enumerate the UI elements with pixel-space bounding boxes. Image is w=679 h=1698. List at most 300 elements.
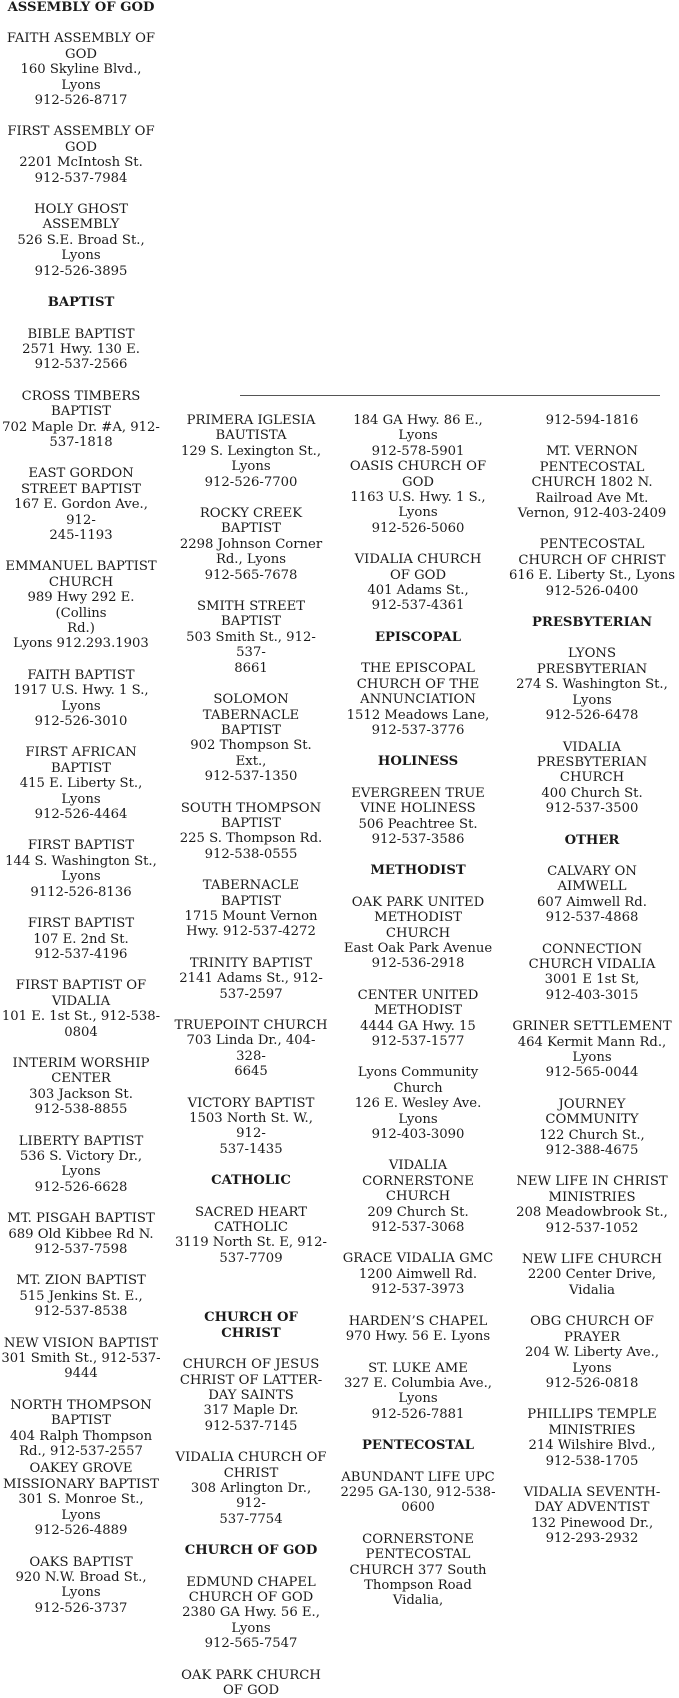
church-entry-line: 167 E. Gordon Ave., 912- <box>14 497 148 528</box>
church-entry-line: 122 Church St., <box>539 1127 645 1143</box>
church-entry-line: 912-526-3737 <box>34 1600 128 1616</box>
church-entry <box>0 1056 162 1118</box>
church-entry-line: CHURCH <box>385 1189 451 1205</box>
church-entry-line: 208 Meadowbrook St., <box>516 1205 668 1221</box>
church-entry-line-first: FIRST AFRICAN <box>25 745 137 761</box>
church-entry-line: 912-537-2566 <box>34 357 128 373</box>
church-entry-line: Rd.) <box>67 621 95 636</box>
church-entry-line: 303 Jackson St. <box>29 1086 133 1102</box>
church-entry-line-first: ABUNDANT LIFE UPC <box>341 1469 495 1485</box>
church-entry-line: 970 Hwy. 56 E. Lyons <box>345 1329 491 1345</box>
church-entry-line: Church <box>393 1080 443 1096</box>
church-entry-line: METHODIST <box>374 1003 462 1019</box>
church-entry-line: 1715 Mount Vernon <box>184 908 318 924</box>
church-entry <box>338 988 498 1050</box>
church-entry-line: 225 S. Thompson Rd. <box>179 831 323 847</box>
church-entry <box>508 864 676 926</box>
section-heading: EPISCOPAL <box>374 629 462 645</box>
church-entry-line: OF GOD <box>222 1683 280 1698</box>
church-entry-line: 506 Peachtree St. <box>358 816 478 832</box>
church-entry <box>508 413 676 428</box>
church-entry-line: Lyons <box>398 428 438 444</box>
church-entry-line: 920 N.W. Broad St., <box>15 1569 147 1585</box>
church-entry-line: CHURCH 1802 N. <box>531 475 653 491</box>
church-entry-line: GOD <box>65 46 97 62</box>
church-entry <box>0 1273 162 1319</box>
church-entry-line: 616 E. Liberty St., Lyons <box>509 568 675 584</box>
church-entry-line: 317 Maple Dr. <box>203 1403 299 1419</box>
church-entry-line: CHURCH VIDALIA <box>528 956 656 972</box>
directory-column-4 <box>508 413 676 1547</box>
church-entry-line: East Oak Park Avenue <box>343 940 493 956</box>
church-entry-line: CHURCH OF CHRIST <box>518 552 666 568</box>
church-entry <box>174 1018 328 1080</box>
church-entry-line: 2295 GA-130, 912-538- <box>340 1484 496 1500</box>
section-heading: CHURCH OF GOD <box>184 1543 318 1559</box>
church-entry-line-first: LYONS <box>567 646 616 662</box>
church-entry-line: 301 S. Monroe St., Lyons <box>18 1492 144 1523</box>
church-entry-line: 912-538-0555 <box>204 846 298 862</box>
church-entry <box>0 1211 162 1257</box>
church-entry-line: 912-537-4196 <box>34 946 128 962</box>
church-entry-line: 912-526-6628 <box>34 1179 128 1195</box>
church-entry-line: CENTER <box>51 1071 111 1087</box>
church-entry <box>338 1065 498 1142</box>
church-entry-line-first: GRINER SETTLEMENT <box>512 1019 672 1035</box>
church-entry-line-first: OAKS BAPTIST <box>29 1554 133 1570</box>
church-entry-line: 274 S. Washington St., <box>516 677 668 693</box>
church-entry <box>508 740 676 817</box>
church-entry-line: PRESBYTERIAN <box>536 661 648 677</box>
church-entry-line: 2571 Hwy. 130 E. <box>22 341 140 357</box>
church-entry <box>174 1668 328 1698</box>
church-entry-line: 989 Hwy 292 E. (Collins <box>27 590 135 621</box>
church-entry <box>174 1357 328 1434</box>
section-heading: METHODIST <box>370 863 466 879</box>
church-entry-line: 912-537-1350 <box>204 769 298 785</box>
church-entry <box>174 413 328 490</box>
church-entry-line: BAPTIST <box>221 893 281 909</box>
church-entry-line: 912-578-5901 <box>371 443 465 459</box>
church-entry-line: GOD <box>65 139 97 155</box>
church-entry-line-first: EMMANUEL BAPTIST <box>5 559 157 575</box>
church-entry-line: Lyons <box>572 1050 612 1065</box>
church-entry-line-first: EAST GORDON <box>28 466 134 482</box>
church-entry <box>0 1461 162 1538</box>
church-entry-line-first: Lyons Community <box>357 1065 479 1081</box>
church-entry-line: VIDALIA <box>51 993 111 1009</box>
church-entry-line: CATHOLIC <box>213 1220 289 1236</box>
church-entry-line-first: MT. PISGAH BAPTIST <box>7 1211 155 1227</box>
church-entry-line: 537-2597 <box>219 986 283 1002</box>
church-entry-line: 1163 U.S. Hwy. 1 S., <box>350 490 486 506</box>
church-entry-line: 2141 Adams St., 912- <box>179 971 323 987</box>
church-entry-line-first: VIDALIA <box>562 739 622 755</box>
church-entry <box>0 327 162 373</box>
section-heading: PRESBYTERIAN <box>531 615 653 631</box>
church-entry-line: 912-538-1705 <box>545 1453 639 1469</box>
church-entry-line-first: OAK PARK UNITED <box>351 894 485 910</box>
church-entry-line-first: INTERIM WORSHIP <box>12 1055 150 1071</box>
church-entry-line: 912-536-2918 <box>371 956 465 972</box>
church-entry-line: Rd., Lyons <box>215 552 287 568</box>
church-entry-line: 912-565-0044 <box>545 1065 639 1081</box>
church-entry-line: 912-526-3010 <box>34 714 128 730</box>
church-entry-line-first: NEW LIFE IN CHRIST <box>516 1174 668 1190</box>
church-entry-line: 912-537-7984 <box>34 170 128 186</box>
church-entry-line-first: EDMUND CHAPEL <box>186 1574 316 1590</box>
section-heading: CHURCH OF CHRIST <box>204 1310 298 1341</box>
church-entry-line: 2380 GA Hwy. 56 E., <box>182 1605 320 1621</box>
church-entry-line-first: LIBERTY BAPTIST <box>18 1133 144 1149</box>
church-entry-line-first: OAKEY GROVE <box>29 1461 133 1477</box>
church-entry-line: 526 S.E. Broad St., Lyons <box>17 232 145 264</box>
church-entry-line: 401 Adams St., <box>367 583 469 599</box>
church-entry-line: Lyons <box>398 1391 438 1407</box>
church-entry-line-first: SOLOMON <box>213 692 289 708</box>
church-entry-line: 912-537-8538 <box>34 1304 128 1320</box>
church-entry-line-first: CONNECTION <box>541 941 643 957</box>
church-entry-line: 308 Arlington Dr., 912- <box>190 1480 312 1512</box>
church-entry-line-first: HARDEN’S CHAPEL <box>348 1313 488 1329</box>
church-entry <box>174 506 328 583</box>
church-entry-line-first: CHURCH OF JESUS <box>182 1357 320 1373</box>
church-entry-line: 0600 <box>401 1500 435 1516</box>
church-entry-line: Vidalia <box>568 1282 616 1298</box>
church-entry-line: DAY ADVENTIST <box>534 1500 650 1516</box>
church-entry-line: Rd., 912-537-2557 <box>19 1444 143 1460</box>
church-entry-line: 107 E. 2nd St. <box>33 931 129 947</box>
church-entry <box>508 444 676 521</box>
church-entry <box>0 1398 162 1460</box>
church-entry <box>338 1158 498 1235</box>
church-entry <box>174 599 328 676</box>
church-entry-line: TABERNACLE <box>202 707 300 723</box>
church-entry <box>338 661 498 738</box>
church-entry-line: CHURCH 377 South <box>349 1562 487 1578</box>
church-entry-line: BAPTIST <box>51 1413 111 1429</box>
church-entry-line: 689 Old Kibbee Rd N. <box>8 1226 154 1242</box>
church-entry-line-first: OAK PARK CHURCH <box>181 1667 321 1683</box>
church-entry-line-first: TABERNACLE <box>202 878 300 894</box>
church-entry <box>508 537 676 599</box>
church-entry-line: CHURCH OF GOD <box>188 1589 314 1605</box>
church-entry-line: 537-1818 <box>49 434 113 450</box>
church-entry-line: 3119 North St. E, 912- <box>175 1235 327 1251</box>
church-entry <box>0 668 162 730</box>
church-entry <box>508 1097 676 1159</box>
church-entry-line: DAY SAINTS <box>208 1387 294 1403</box>
church-entry <box>0 978 162 1040</box>
church-entry-line: BAUTISTA <box>215 428 287 444</box>
church-entry-line-first: VIDALIA <box>388 1158 448 1174</box>
church-entry-line: OF GOD <box>389 567 447 583</box>
church-entry-line: 912-526-4464 <box>34 807 128 823</box>
church-entry-line-first: FIRST ASSEMBLY OF <box>7 124 155 140</box>
church-entry-line: 912-293-2932 <box>545 1531 639 1547</box>
church-entry-line: CHURCH <box>559 770 625 786</box>
directory-column-2 <box>174 413 328 1698</box>
church-entry-line: 400 Church St. <box>541 785 643 801</box>
church-entry-line: 6645 <box>234 1064 268 1080</box>
church-entry-line: 537-7754 <box>219 1511 283 1527</box>
church-entry-line-first: NEW VISION BAPTIST <box>3 1335 159 1351</box>
church-entry-line: 126 E. Wesley Ave. <box>354 1096 482 1112</box>
church-entry <box>174 878 328 940</box>
church-entry-line: 912-403-3090 <box>371 1127 465 1143</box>
church-entry-line: CHURCH <box>48 574 114 590</box>
church-entry <box>174 692 328 784</box>
church-entry-line: PENTECOSTAL <box>539 459 645 475</box>
church-entry-line: Lyons 912.293.1903 <box>13 636 149 652</box>
church-entry-line: COMMUNITY <box>545 1112 639 1128</box>
church-entry <box>0 124 162 186</box>
church-entry <box>338 1470 498 1516</box>
directory-column-1 <box>0 0 162 1616</box>
church-entry <box>508 1314 676 1391</box>
church-entry-line-first: VIDALIA CHURCH OF <box>175 1450 327 1466</box>
church-entry-line-first: FAITH ASSEMBLY OF <box>6 31 156 47</box>
church-entry-line: 1200 Aimwell Rd. <box>358 1266 478 1282</box>
church-entry <box>338 1532 498 1609</box>
church-entry-line-first: BIBLE BAPTIST <box>27 326 135 342</box>
section-heading: PENTECOSTAL <box>362 1438 474 1454</box>
section-heading: OTHER <box>564 832 620 848</box>
church-entry <box>174 1205 328 1267</box>
church-entry-line-first: 184 GA Hwy. 86 E., <box>353 413 483 428</box>
church-entry-line-first: OBG CHURCH OF <box>530 1314 654 1330</box>
church-entry-line: 327 E. Columbia Ave., <box>344 1375 492 1391</box>
church-entry-line: CHRIST <box>223 1465 279 1481</box>
church-entry-line: Lyons <box>572 1360 612 1376</box>
church-entry-line: MISSIONARY BAPTIST <box>3 1476 159 1492</box>
church-entry-line: 245-1193 <box>49 527 113 543</box>
church-entry-line-first: MT. ZION BAPTIST <box>16 1273 146 1289</box>
section-heading: CATHOLIC <box>211 1173 291 1189</box>
church-entry-line-first: OASIS CHURCH OF <box>349 459 487 475</box>
church-entry-line-first: FAITH BAPTIST <box>27 667 135 683</box>
church-entry-line: 912-526-7700 <box>204 474 298 490</box>
church-entry-line: 404 Ralph Thompson <box>9 1428 153 1444</box>
section-heading: BAPTIST <box>47 295 115 311</box>
church-entry-line: 912-526-5060 <box>371 520 465 536</box>
church-entry <box>0 1134 162 1196</box>
church-entry-line: PENTECOSTAL <box>365 1547 471 1563</box>
church-entry-line: BAPTIST <box>221 815 281 831</box>
church-entry-line: 912-538-8855 <box>34 1102 128 1118</box>
church-entry-line-first: MT. VERNON <box>546 444 638 460</box>
church-entry-line: 912-537-3973 <box>371 1282 465 1298</box>
church-entry <box>0 389 162 451</box>
church-entry-line-first: GRACE VIDALIA GMC <box>342 1251 494 1267</box>
church-entry-line: 160 Skyline Blvd., Lyons <box>20 62 142 93</box>
church-entry <box>338 1361 498 1423</box>
church-entry-line: 912-526-0400 <box>545 583 639 599</box>
church-entry-line: 912-565-7547 <box>204 1636 298 1652</box>
church-entry-line-first: CROSS TIMBERS <box>21 388 141 404</box>
church-entry-line: 415 E. Liberty St., Lyons <box>19 776 143 807</box>
directory-column-3 <box>338 413 498 1609</box>
church-entry-line: 209 Church St. <box>367 1204 469 1220</box>
church-entry-line-first: VIDALIA CHURCH <box>354 552 482 568</box>
church-entry-line: GOD <box>402 474 434 490</box>
church-entry-line: Lyons <box>61 869 101 885</box>
church-entry-line: 537-1435 <box>219 1141 283 1157</box>
church-entry-line: 1917 U.S. Hwy. 1 S., <box>13 683 149 699</box>
church-entry-line: CHRIST OF LATTER- <box>179 1372 323 1388</box>
church-entry <box>174 956 328 1002</box>
church-entry <box>338 786 498 848</box>
church-entry-line: METHODIST <box>374 910 462 926</box>
church-entry-line: 702 Maple Dr. #A, 912- <box>2 419 160 435</box>
church-entry-line: PRESBYTERIAN <box>536 754 648 770</box>
church-entry-line-first: TRUEPOINT CHURCH <box>174 1018 328 1033</box>
church-entry-line-first: SOUTH THOMPSON <box>180 800 322 816</box>
church-entry-line-first: PENTECOSTAL <box>539 537 645 553</box>
church-entry-line-first: TRINITY BAPTIST <box>189 955 313 971</box>
church-entry-line: 912-526-0818 <box>545 1375 639 1391</box>
church-entry-line: 132 Pinewood Dr., <box>530 1515 654 1531</box>
church-entry-line: ANNUNCIATION <box>360 692 476 708</box>
church-entry-line: 912-537-3586 <box>371 831 465 847</box>
church-entry-line: 536 S. Victory Dr., Lyons <box>19 1148 143 1180</box>
church-entry-line: BAPTIST <box>221 521 281 537</box>
church-entry-line: CHURCH <box>385 925 451 941</box>
church-entry-line: BAPTIST <box>51 760 111 776</box>
church-entry <box>508 1407 676 1469</box>
church-entry-line: Lyons <box>61 1585 101 1601</box>
church-entry-line: 703 Linda Dr., 404-328- <box>186 1033 316 1064</box>
church-entry <box>0 466 162 543</box>
church-entry-line-first: FIRST BAPTIST <box>27 916 135 932</box>
church-entry <box>0 745 162 822</box>
section-divider-rule <box>240 395 660 396</box>
church-entry-line: MINISTRIES <box>548 1189 636 1205</box>
church-entry <box>0 916 162 962</box>
church-entry-line: 912-537-7145 <box>204 1418 298 1434</box>
church-entry-line-first: VIDALIA SEVENTH- <box>523 1484 661 1500</box>
church-entry <box>338 895 498 972</box>
church-entry-line-first: FIRST BAPTIST <box>27 838 135 854</box>
church-entry <box>338 459 498 536</box>
church-entry <box>508 1485 676 1547</box>
church-entry-line: Lyons <box>398 505 438 521</box>
church-entry-line: 464 Kermit Mann Rd., <box>517 1034 667 1050</box>
church-entry-line: 8661 <box>234 660 268 676</box>
church-entry-line: MINISTRIES <box>548 1422 636 1438</box>
church-entry-line: 912-537-7598 <box>34 1242 128 1257</box>
church-entry-line: BAPTIST <box>221 614 281 630</box>
church-entry-line-first: CENTER UNITED <box>357 987 479 1003</box>
church-entry <box>338 1251 498 1297</box>
church-entry-line: 912-537-3500 <box>545 801 639 817</box>
church-entry-line: 912-526-3895 <box>34 263 128 279</box>
church-entry-line: 144 S. Washington St., <box>5 853 157 869</box>
church-entry <box>174 1575 328 1652</box>
church-entry-line: ASSEMBLY <box>42 217 120 233</box>
church-entry-line-first: FIRST BAPTIST OF <box>15 978 147 994</box>
section-heading: HOLINESS <box>377 754 459 770</box>
church-entry-line: Lyons <box>61 698 101 714</box>
church-entry-line-first: SACRED HEART <box>194 1204 308 1220</box>
church-entry-line: 204 W. Liberty Ave., <box>524 1345 660 1361</box>
church-entry-line: 537-7709 <box>219 1250 283 1266</box>
church-entry-line: 3001 E 1st St, <box>544 972 640 988</box>
church-entry <box>174 1450 328 1527</box>
church-entry-line: Thompson Road Vidalia, <box>364 1577 472 1609</box>
church-entry-line-first: PHILLIPS TEMPLE <box>527 1407 657 1423</box>
church-entry <box>0 1336 162 1382</box>
church-entry-line: PRAYER <box>563 1329 621 1345</box>
church-entry-line: 912-526-6478 <box>545 708 639 724</box>
church-entry-line-first: CORNERSTONE <box>362 1531 474 1547</box>
church-entry-line: Lyons <box>231 459 271 475</box>
church-entry-line: 912-537-1577 <box>371 1034 465 1049</box>
church-entry-line: 912-537-4361 <box>371 598 465 614</box>
church-entry-line: 1512 Meadows Lane, <box>346 707 490 723</box>
church-entry-line: CORNERSTONE <box>362 1173 474 1189</box>
church-entry-line-first: EVERGREEN TRUE <box>351 785 485 801</box>
church-entry-line: 912-388-4675 <box>545 1143 639 1159</box>
church-entry-line: 912-565-7678 <box>204 567 298 583</box>
section-heading: ASSEMBLY OF GOD <box>7 0 155 15</box>
church-entry-line: 0804 <box>64 1024 98 1040</box>
church-entry <box>0 838 162 900</box>
church-entry-line: 912-403-3015 <box>545 987 639 1003</box>
church-entry <box>508 1019 676 1081</box>
church-entry-line: 2201 McIntosh St. <box>19 155 143 171</box>
church-entry-line: 912-537-4868 <box>545 910 639 926</box>
church-entry-line: 515 Jenkins St. E., <box>19 1288 143 1304</box>
church-entry-line: 9112-526-8136 <box>30 884 132 900</box>
church-entry <box>508 1252 676 1298</box>
church-entry-line: STREET BAPTIST <box>21 481 141 497</box>
church-entry-line-first: 912-594-1816 <box>545 413 639 428</box>
church-entry-line: 2298 Johnson Corner <box>179 536 323 552</box>
church-entry-line: CHURCH OF THE <box>356 676 480 692</box>
church-entry-line-first: JOURNEY <box>558 1096 626 1112</box>
church-entry <box>508 1174 676 1236</box>
church-entry-line: 503 Smith St., 912-537- <box>186 629 316 661</box>
church-entry-line-first: THE EPISCOPAL <box>361 661 475 677</box>
church-entry-line: 4444 GA Hwy. 15 <box>360 1018 476 1034</box>
church-entry-line: Railroad Ave Mt. <box>535 490 649 506</box>
church-entry-line: 912-526-7881 <box>371 1406 465 1422</box>
church-entry-line: 912-537-3776 <box>371 722 465 738</box>
church-entry <box>338 552 498 614</box>
church-entry-line-first: CALVARY ON <box>547 863 637 879</box>
church-entry-line-first: PRIMERA IGLESIA <box>186 413 316 428</box>
church-entry-line: 2200 Center Drive, <box>527 1267 657 1283</box>
church-entry-line: Lyons <box>398 1111 438 1127</box>
church-entry-line-first: SMITH STREET <box>196 599 306 615</box>
church-entry-line: AIMWELL <box>557 879 627 895</box>
church-entry-line-first: ROCKY CREEK <box>199 506 303 522</box>
church-entry-line: 1503 North St. W., 912- <box>189 1111 313 1142</box>
church-entry <box>0 202 162 279</box>
church-entry-line: 902 Thompson St. Ext., <box>190 738 312 769</box>
church-entry-line: 912-537-3068 <box>371 1220 465 1236</box>
church-entry-line: 912-537-1052 <box>545 1220 639 1236</box>
church-entry-line: BAPTIST <box>221 722 281 738</box>
church-entry-line-first: NORTH THOMPSON <box>10 1397 152 1413</box>
church-entry-line: Lyons <box>231 1620 271 1636</box>
church-entry-line: BAPTIST <box>51 404 111 420</box>
church-entry <box>508 646 676 723</box>
church-entry <box>508 942 676 1004</box>
church-entry-line: 9444 <box>64 1366 98 1382</box>
church-entry <box>338 1314 498 1345</box>
